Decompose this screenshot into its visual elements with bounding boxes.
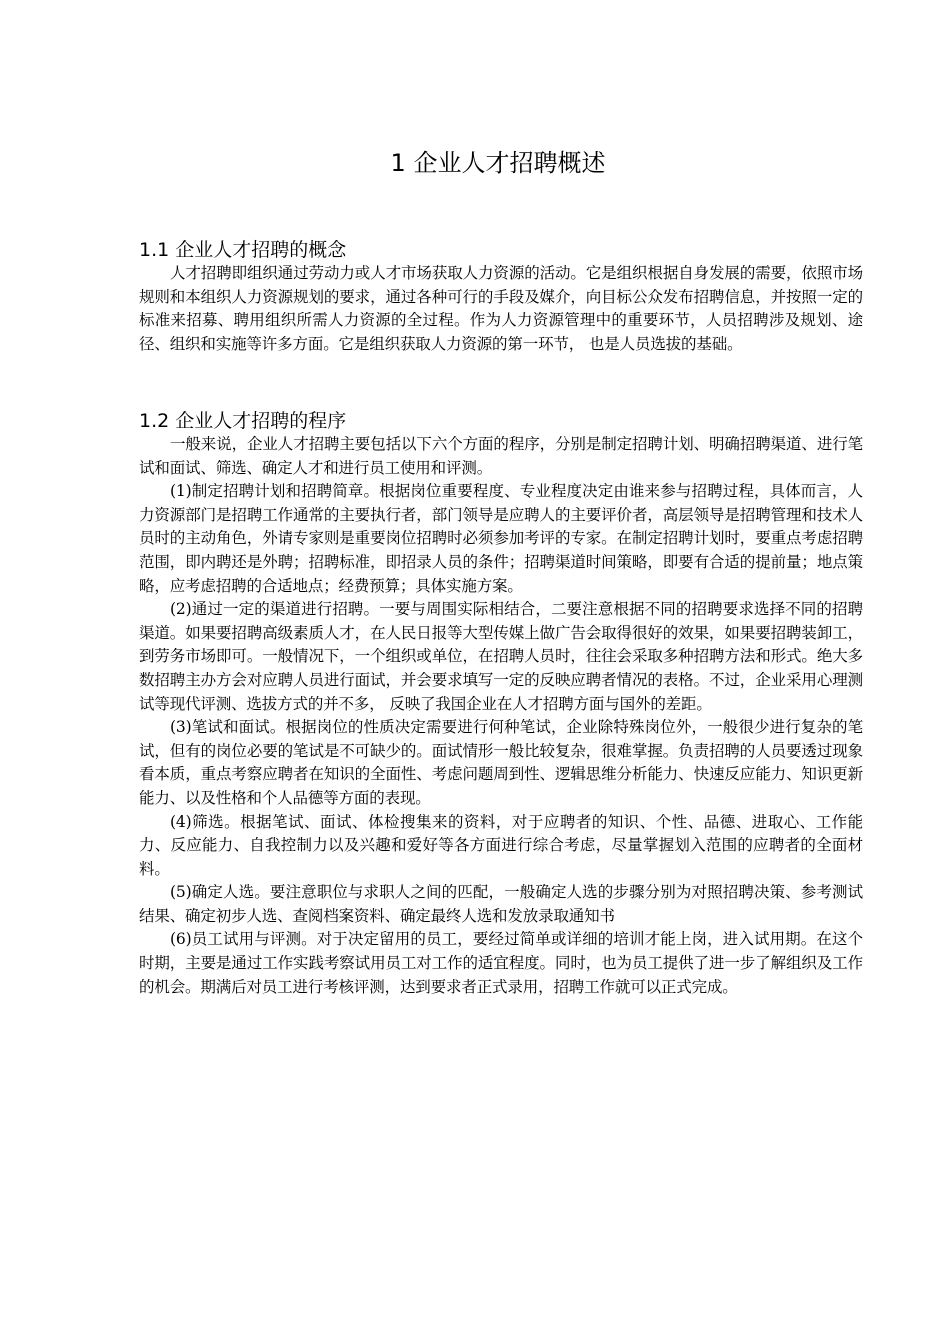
paragraph-step-5: (5)确定人选。要注意职位与求职人之间的匹配，一般确定人选的步骤分别为对照招聘决策、参考测试结果、确定初步人选、查阅档案资料、确定最终人选和发放录取通知书 bbox=[139, 883, 863, 925]
section-heading: 1.2 企业人才招聘的程序 bbox=[139, 410, 347, 432]
section-heading: 1.1 企业人才招聘的概念 bbox=[139, 239, 347, 261]
paragraph-intro: 一般来说，企业人才招聘主要包括以下六个方面的程序，分别是制定招聘计划、明确招聘渠道、进行笔试和面试、筛选、确定人才和进行员工使用和评测。 bbox=[139, 435, 863, 477]
paragraph-step-6: (6)员工试用与评测。对于决定留用的员工，要经过简单或详细的培训才能上岗，进入试用期。在这个时期，主要是通过工作实践考察试用员工对工作的适宜程度。同时，也为员工提供了进一步了解组织及工作的机会。期满后对员工进行考核评测，达到要求者正式录用，招聘工作就可以正式完成。 bbox=[139, 930, 863, 996]
paragraph-step-4: (4)筛选。根据笔试、面试、体检搜集来的资料，对于应聘者的知识、个性、品德、进取心、工作能力、反应能力、自我控制力以及兴趣和爱好等各方面进行综合考虑，尽量掌握划入范围的应聘者的全面材料。 bbox=[139, 812, 863, 878]
section-recruitment-procedure bbox=[139, 409, 863, 999]
paragraph: 人才招聘即组织通过劳动力或人才市场获取人力资源的活动。它是组织根据自身发展的需要，依照市场规则和本组织人力资源规划的要求，通过各种可行的手段及媒介，向目标公众发布招聘信息，并按照一定的标准来招募、聘用组织所需人力资源的全过程。作为人力资源管理中的重要环节，人员招聘涉及规划、途径、组织和实施等许多方面。它是组织获取人力资源的第一环节， 也是人员选拔的基础。 bbox=[139, 264, 863, 353]
section-recruitment-concept bbox=[139, 238, 863, 356]
paragraph-step-2: (2)通过一定的渠道进行招聘。一要与周围实际相结合，二要注意根据不同的招聘要求选择不同的招聘渠道。如果要招聘高级素质人才，在人民日报等大型传媒上做广告会取得很好的效果，如果要招聘装卸工，到劳务市场即可。一般情况下，一个组织或单位，在招聘人员时，往往会采取多种招聘方法和形式。绝大多数招聘主办方会对应聘人员进行面试，并会要求填写一定的反映应聘者情况的表格。不过，企业采用心理测试等现代评测、选拔方式的并不多， 反映了我国企业在人才招聘方面与国外的差距。 bbox=[139, 600, 863, 713]
chapter-title: 1 企业人才招聘概述 bbox=[390, 149, 606, 177]
paragraph-step-3: (3)笔试和面试。根据岗位的性质决定需要进行何种笔试，企业除特殊岗位外，一般很少进行复杂的笔试，但有的岗位必要的笔试是不可缺少的。面试情形一般比较复杂，很难掌握。负责招聘的人员要透过现象看本质，重点考察应聘者在知识的全面性、考虑问题周到性、逻辑思维分析能力、快速反应能力、知识更新能力、以及性格和个人品德等方面的表现。 bbox=[139, 718, 863, 807]
paragraph-step-1: (1)制定招聘计划和招聘简章。根据岗位重要程度、专业程度决定由谁来参与招聘过程，具体而言，人力资源部门是招聘工作通常的主要执行者，部门领导是应聘人的主要评价者，高层领导是招聘管理和技术人员时的主动角色，外请专家则是重要岗位招聘时必须参加考评的专家。在制定招聘计划时，要重点考虑招聘范围，即内聘还是外聘；招聘标准，即招录人员的条件；招聘渠道时间策略，即要有合适的提前量；地点策略，应考虑招聘的合适地点；经费预算；具体实施方案。 bbox=[139, 482, 863, 595]
